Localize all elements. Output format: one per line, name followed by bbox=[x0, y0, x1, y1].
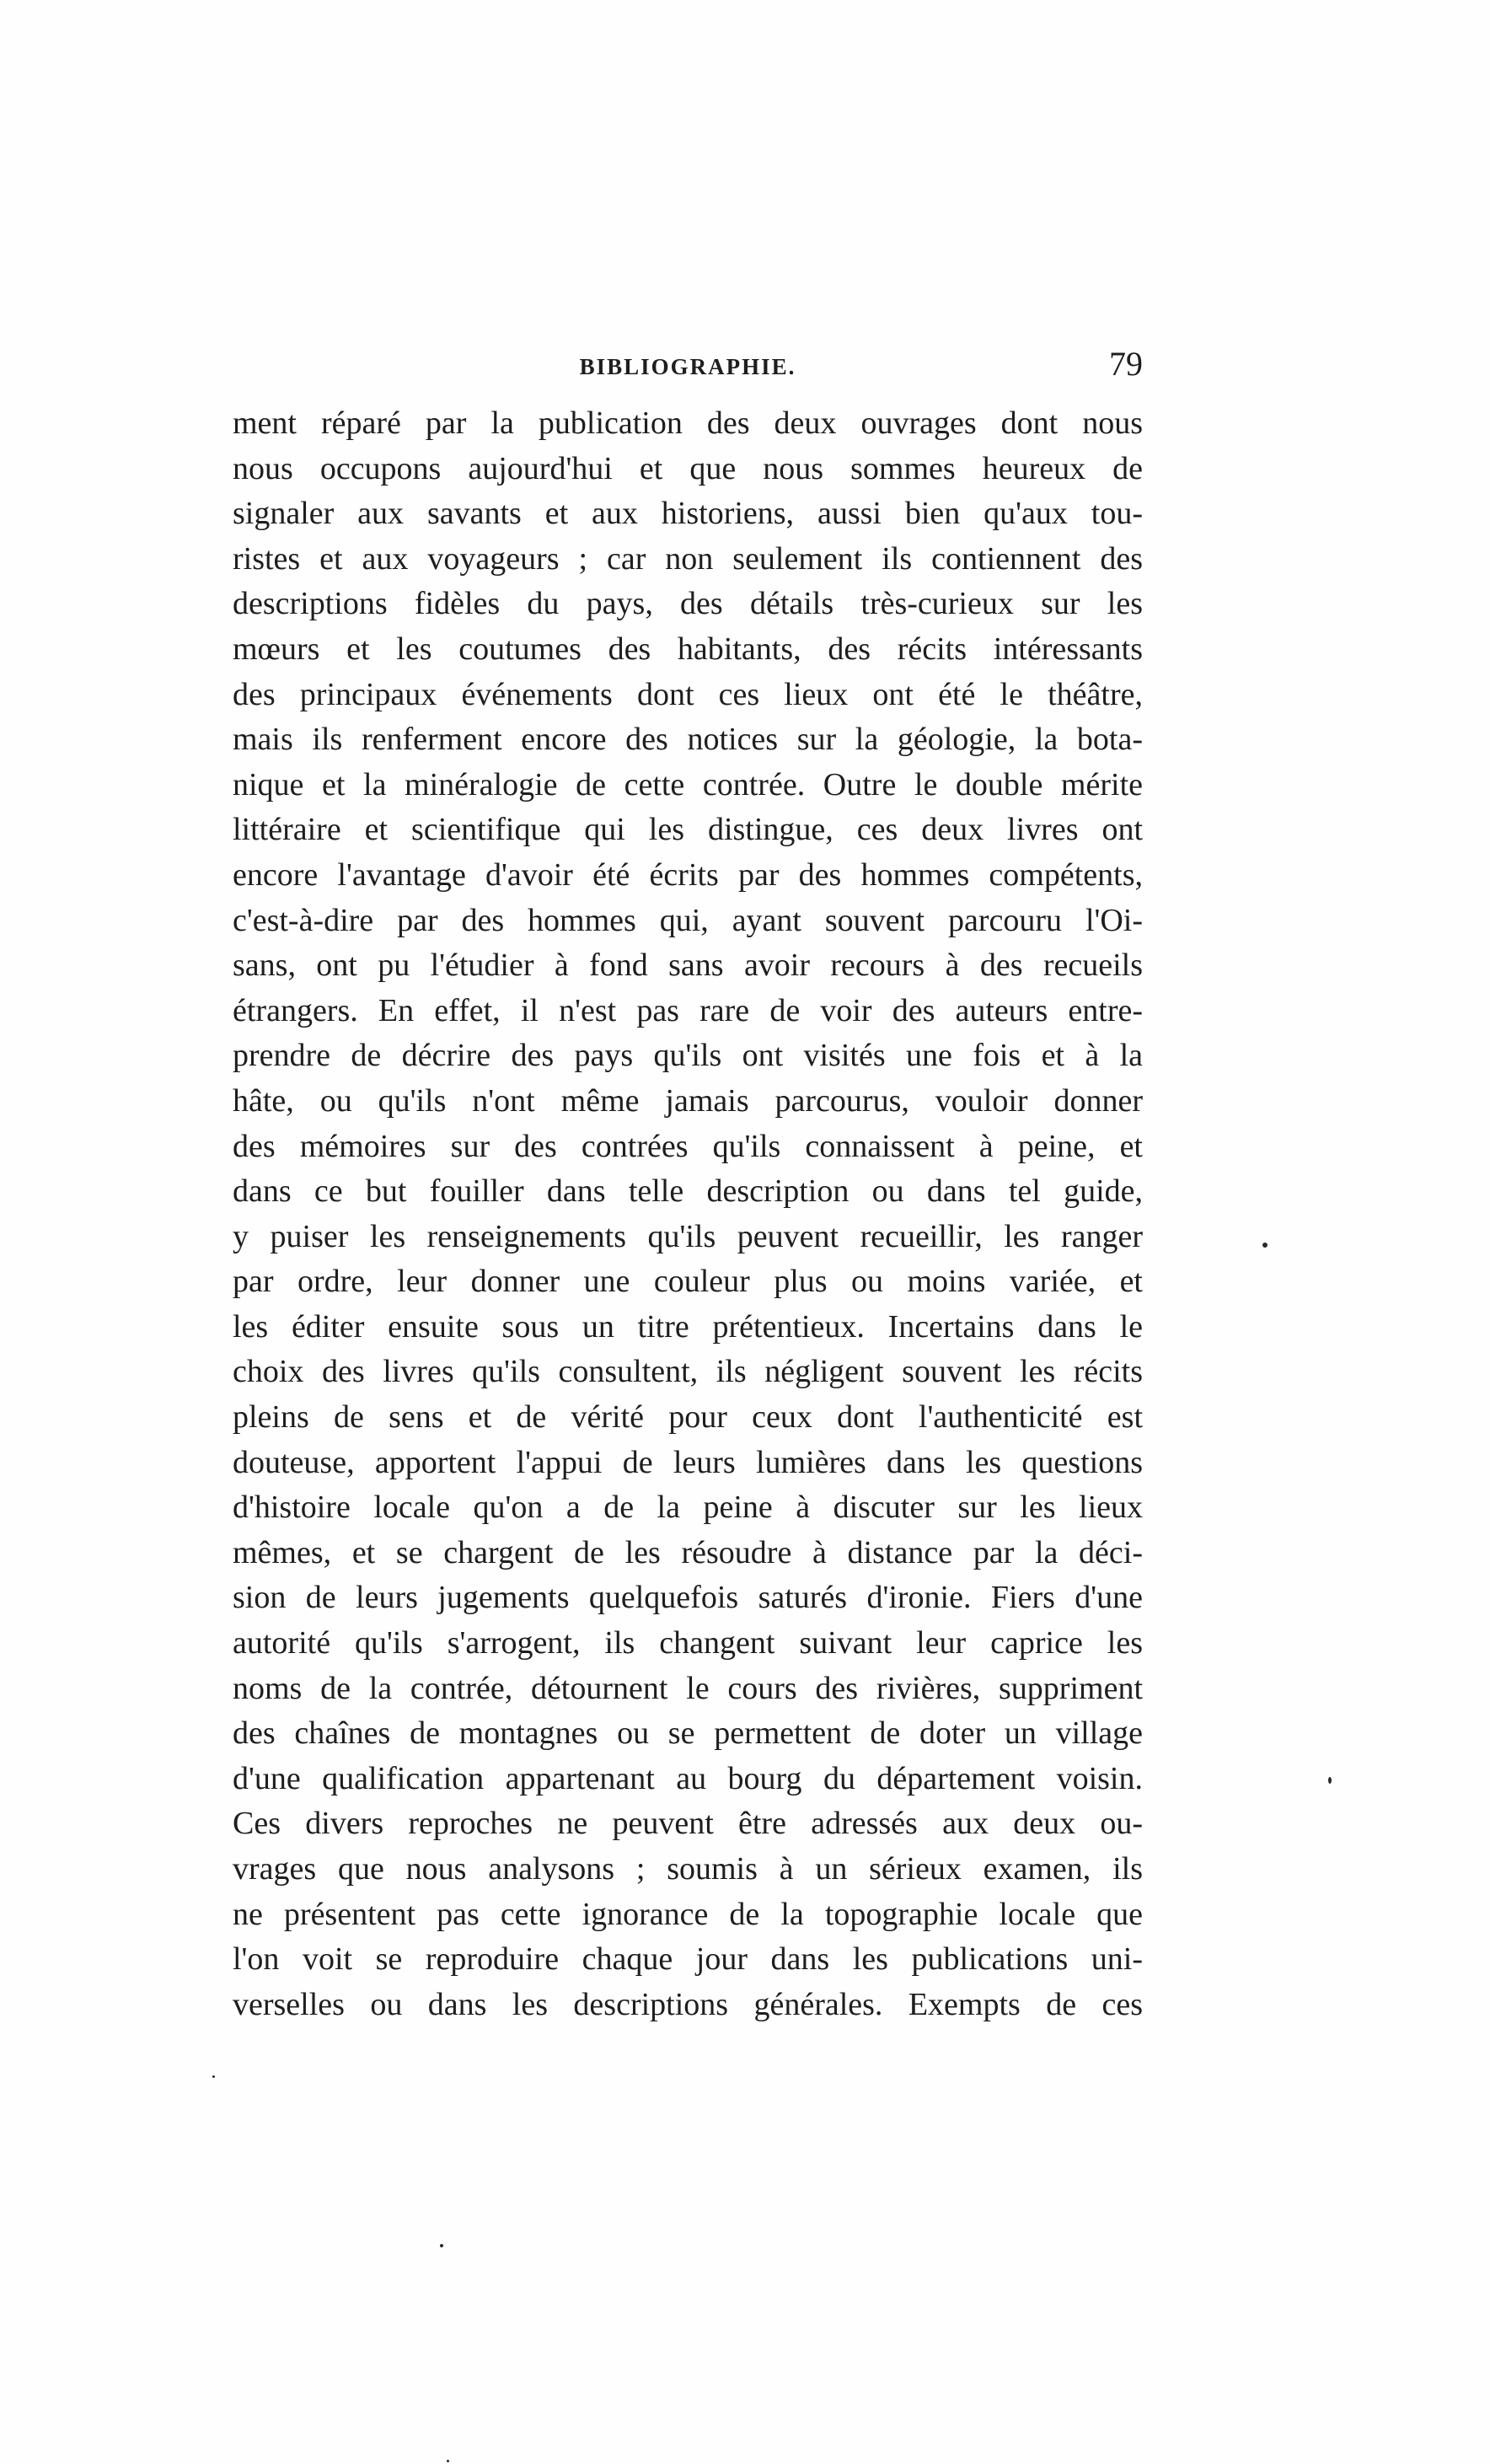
text-line: nous occupons aujourd'hui et que nous sommes heureux de bbox=[233, 450, 1143, 486]
scan-speck bbox=[1262, 1243, 1268, 1248]
text-line: d'une qualification appartenant au bourg du département voisin. bbox=[233, 1760, 1143, 1796]
text-line: sion de leurs jugements quelquefois saturés d'ironie. Fiers d'une bbox=[233, 1580, 1143, 1616]
text-line: c'est-à-dire par des hommes qui, ayant souvent parcouru l'Oi- bbox=[233, 902, 1143, 938]
text-line: autorité qu'ils s'arrogent, ils changent suivant leur caprice les bbox=[233, 1625, 1143, 1661]
text-line: verselles ou dans les descriptions générales. Exempts de ces bbox=[233, 1986, 1143, 2022]
text-line: nique et la minéralogie de cette contrée. Outre le double mérite bbox=[233, 766, 1143, 803]
text-line: dans ce but fouiller dans telle description ou dans tel guide, bbox=[233, 1173, 1143, 1210]
text-line: des mémoires sur des contrées qu'ils connaissent à peine, et bbox=[233, 1128, 1143, 1164]
text-line: mœurs et les coutumes des habitants, des récits intéressants bbox=[233, 631, 1143, 667]
scan-speck bbox=[440, 2244, 443, 2247]
text-line: Ces divers reproches ne peuvent être adressés aux deux ou- bbox=[233, 1806, 1143, 1842]
text-line: encore l'avantage d'avoir été écrits par des hommes compétents, bbox=[233, 856, 1143, 893]
text-line: mêmes, et se chargent de les résoudre à distance par la déci- bbox=[233, 1534, 1143, 1570]
page-number: 79 bbox=[1109, 345, 1143, 383]
text-line: des principaux événements dont ces lieux ont été le théâtre, bbox=[233, 676, 1143, 712]
text-line: ristes et aux voyageurs ; car non seulement ils contiennent des bbox=[233, 540, 1143, 577]
text-line: prendre de décrire des pays qu'ils ont visités une fois et à la bbox=[233, 1038, 1143, 1074]
text-line: vrages que nous analysons ; soumis à un sérieux examen, ils bbox=[233, 1851, 1143, 1887]
scan-speck bbox=[212, 2075, 215, 2078]
text-line: des chaînes de montagnes ou se permettent de doter un village bbox=[233, 1715, 1143, 1752]
text-line: y puiser les renseignements qu'ils peuvent recueillir, les ranger bbox=[233, 1218, 1143, 1254]
text-line: sans, ont pu l'étudier à fond sans avoir recours à des recueils bbox=[233, 947, 1143, 984]
text-line: étrangers. En effet, il n'est pas rare de voir des auteurs entre- bbox=[233, 992, 1143, 1028]
running-title: BIBLIOGRAPHIE. bbox=[579, 354, 796, 379]
text-line: mais ils renferment encore des notices sur la géologie, la bota- bbox=[233, 722, 1143, 758]
text-line: douteuse, apportent l'appui de leurs lumières dans les questions bbox=[233, 1444, 1143, 1480]
text-line: par ordre, leur donner une couleur plus ou moins variée, et bbox=[233, 1264, 1143, 1300]
text-line: l'on voit se reproduire chaque jour dans les publications uni- bbox=[233, 1941, 1143, 1978]
text-line: noms de la contrée, détournent le cours des rivières, suppriment bbox=[233, 1670, 1143, 1706]
scan-speck bbox=[447, 2460, 449, 2462]
text-line: littéraire et scientifique qui les distingue, ces deux livres ont bbox=[233, 812, 1143, 848]
body-text bbox=[233, 401, 1143, 2027]
running-head bbox=[233, 344, 1143, 395]
text-line: hâte, ou qu'ils n'ont même jamais parcourus, vouloir donner bbox=[233, 1082, 1143, 1119]
text-line: ne présentent pas cette ignorance de la topographie locale que bbox=[233, 1896, 1143, 1932]
text-line: choix des livres qu'ils consultent, ils négligent souvent les récits bbox=[233, 1354, 1143, 1390]
text-line: d'histoire locale qu'on a de la peine à discuter sur les lieux bbox=[233, 1490, 1143, 1526]
text-line: ment réparé par la publication des deux ouvrages dont nous bbox=[233, 405, 1143, 441]
text-line: signaler aux savants et aux historiens, aussi bien qu'aux tou- bbox=[233, 496, 1143, 532]
text-line: pleins de sens et de vérité pour ceux dont l'authenticité est bbox=[233, 1399, 1143, 1436]
text-line: descriptions fidèles du pays, des détails très-curieux sur les bbox=[233, 586, 1143, 622]
text-line: les éditer ensuite sous un titre prétentieux. Incertains dans le bbox=[233, 1308, 1143, 1345]
scan-speck bbox=[1328, 1777, 1332, 1784]
